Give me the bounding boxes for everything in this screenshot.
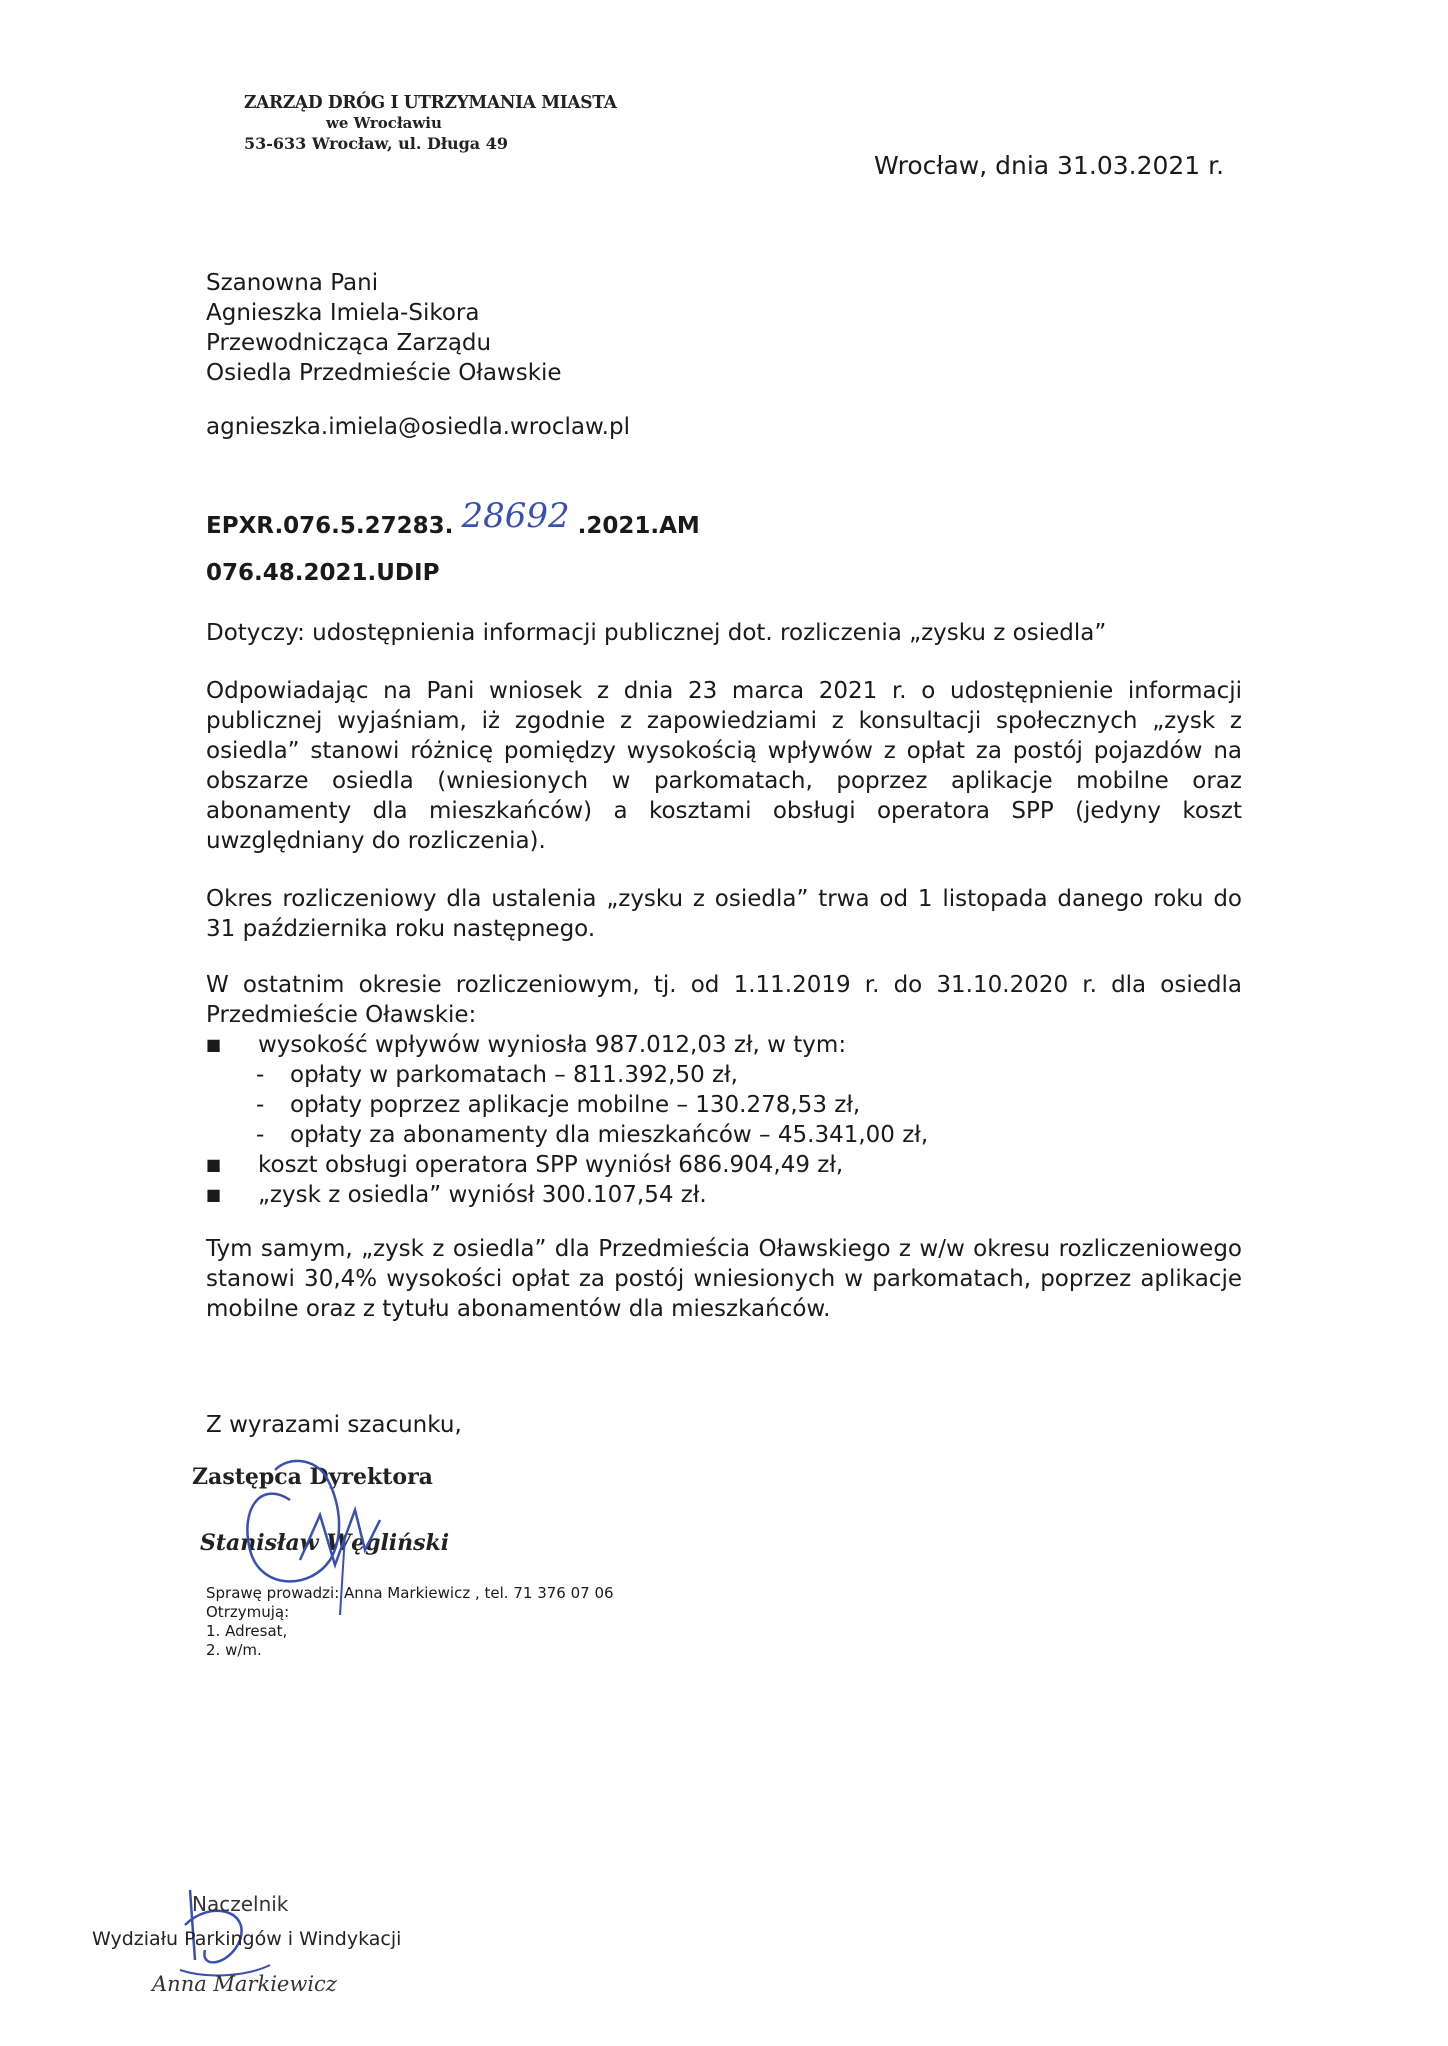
bullet-icon: ■ bbox=[206, 1185, 222, 1204]
paragraph-3: W ostatnim okresie rozliczeniowym, tj. od 1.11.2019 r. do 31.10.2020 r. dla osiedla Przedmieście Oławskie: bbox=[206, 972, 1242, 1028]
stamp-line-3: 53-633 Wrocław, ul. Długa 49 bbox=[244, 133, 509, 153]
recipient-1: 1. Adresat, bbox=[206, 1622, 288, 1640]
reference-prefix: EPXR.076.5.27283. bbox=[206, 513, 454, 539]
recipients-label: Otrzymują: bbox=[206, 1603, 290, 1621]
bullet-icon: ■ bbox=[206, 1155, 222, 1174]
department-head-name: Anna Markiewicz bbox=[152, 1972, 337, 1996]
reference-number-2: 076.48.2021.UDIP bbox=[206, 560, 440, 586]
list-item: ■ „zysk z osiedla” wyniósł 300.107,54 zł. bbox=[206, 1182, 707, 1208]
addressee-organization: Osiedla Przedmieście Oławskie bbox=[206, 360, 562, 386]
closing-line: Z wyrazami szacunku, bbox=[206, 1412, 462, 1438]
addressee-email: agnieszka.imiela@osiedla.wroclaw.pl bbox=[206, 414, 630, 440]
stamp-line-1: ZARZĄD DRÓG I UTRZYMANIA MIASTA bbox=[244, 92, 617, 114]
footer-block bbox=[206, 1584, 614, 1660]
reference-number bbox=[206, 496, 700, 542]
letter-date: Wrocław, dnia 31.03.2021 r. bbox=[874, 151, 1225, 180]
figures-list bbox=[206, 1030, 928, 1210]
list-item: ■ koszt obsługi operatora SPP wyniósł 686.904,49 zł, bbox=[206, 1152, 844, 1178]
dash-icon: - bbox=[256, 1092, 265, 1118]
paragraph-1: Odpowiadając na Pani wniosek z dnia 23 marca 2021 r. o udostępnienie informacji publicznej wyjaśniam, iż zgodnie z zapowiedziami z konsultacji społecznych „zysk z osiedla” stanowi różnicę pomiędzy wysokością wpływów z opłat za postój pojazdów na obszarze osiedla (wniesionych w parkomatach, poprzez aplikacje mobilne oraz abonamenty dla mieszkańców) a kosztami obsługi operatora SPP (jedyny koszt uwzględniany do rozliczenia). bbox=[206, 678, 1242, 854]
signatory-title: Zastępca Dyrektora bbox=[192, 1464, 433, 1490]
list-subitem: - opłaty w parkomatach – 811.392,50 zł, bbox=[256, 1062, 738, 1088]
subject-line: Dotyczy: udostępnienia informacji publicznej dot. rozliczenia „zysku z osiedla” bbox=[206, 620, 1107, 646]
salutation: Szanowna Pani bbox=[206, 270, 379, 296]
paragraph-4: Tym samym, „zysk z osiedla” dla Przedmieścia Oławskiego z w/w okresu rozliczeniowego stanowi 30,4% wysokości opłat za postój wniesionych w parkomatach, poprzez aplikacje mobilne oraz z tytułu abonamentów dla mieszkańców. bbox=[206, 1236, 1242, 1322]
addressee-block bbox=[206, 268, 562, 388]
dash-icon: - bbox=[256, 1062, 265, 1088]
signatory-name: Stanisław Węgliński bbox=[200, 1530, 450, 1556]
office-stamp bbox=[244, 92, 617, 154]
department-name: Wydziału Parkingów i Windykacji bbox=[92, 1928, 402, 1950]
dash-icon: - bbox=[256, 1122, 265, 1148]
reference-suffix: .2021.AM bbox=[577, 513, 700, 539]
list-subitem: - opłaty poprzez aplikacje mobilne – 130.278,53 zł, bbox=[256, 1092, 861, 1118]
bullet-icon: ■ bbox=[206, 1035, 222, 1054]
stamp-line-2: we Wrocławiu bbox=[326, 114, 442, 133]
paragraph-2: Okres rozliczeniowy dla ustalenia „zysku z osiedla” trwa od 1 listopada danego roku do 31 października roku następnego. bbox=[206, 886, 1242, 942]
addressee-role: Przewodnicząca Zarządu bbox=[206, 330, 492, 356]
list-item: ■ wysokość wpływów wyniosła 987.012,03 zł, w tym: bbox=[206, 1032, 847, 1058]
recipient-2: 2. w/m. bbox=[206, 1641, 262, 1659]
department-head-title: Naczelnik bbox=[192, 1892, 289, 1916]
list-subitem: - opłaty za abonamenty dla mieszkańców – 45.341,00 zł, bbox=[256, 1122, 929, 1148]
reference-handwritten: 28692 bbox=[461, 496, 570, 536]
addressee-name: Agnieszka Imiela-Sikora bbox=[206, 300, 480, 326]
contact-line: Sprawę prowadzi: Anna Markiewicz , tel. 71 376 07 06 bbox=[206, 1584, 614, 1602]
